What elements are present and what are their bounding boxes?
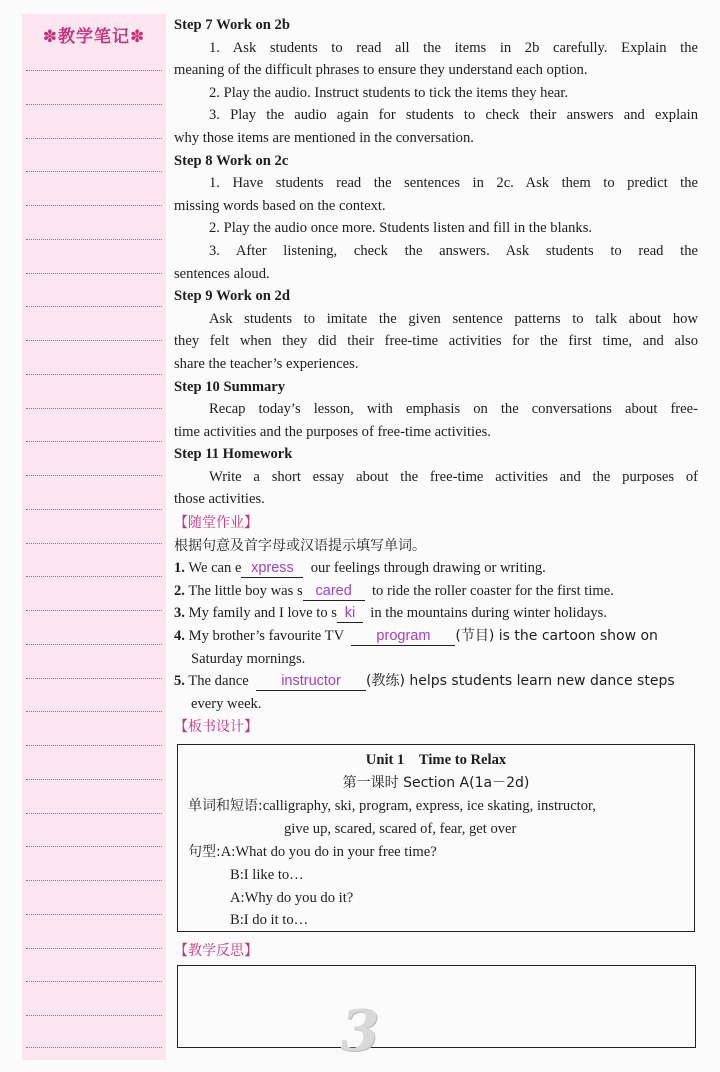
step-heading: Step 8 Work on 2c	[174, 152, 289, 169]
notes-line	[26, 678, 162, 679]
notes-line	[26, 239, 162, 240]
answer-blank[interactable]: program	[351, 628, 455, 646]
paragraph-line: 1. Ask students to read all the items in 2b carefully. Explain the	[209, 39, 698, 56]
notes-line	[26, 408, 162, 409]
answer-blank[interactable]: cared	[303, 583, 365, 601]
notes-line	[26, 948, 162, 949]
paragraph-line: time activities and the purposes of free-time activities.	[174, 423, 491, 440]
notes-line	[26, 576, 162, 577]
question-4: 4. My brother’s favourite TV program (节目) is the cartoon show on	[174, 628, 658, 645]
board-pattern-line: B:I like to…	[230, 867, 304, 883]
notes-line	[26, 374, 162, 375]
notes-line	[26, 306, 162, 307]
notes-line	[26, 104, 162, 105]
board-subtitle: 第一课时 Section A(1a－2d)	[342, 774, 530, 791]
board-design-box	[177, 744, 695, 932]
notes-line	[26, 273, 162, 274]
question-4-cont: Saturday mornings.	[191, 650, 306, 667]
paragraph-line: Recap today’s lesson, with emphasis on the conversations about free-	[209, 401, 698, 418]
notes-line	[26, 441, 162, 442]
notes-line	[26, 205, 162, 206]
notes-line	[26, 981, 162, 982]
page-number: 3	[340, 998, 380, 1064]
answer-blank[interactable]: ki	[337, 605, 363, 623]
paragraph-line: 1. Have students read the sentences in 2c. Ask them to predict the	[209, 175, 698, 192]
board-pattern-line: B:I do it to…	[230, 912, 309, 928]
question-2: 2. The little boy was s cared to ride the roller coaster for the first time.	[174, 582, 614, 599]
board-vocab-line: give up, scared, scared of, fear, get over	[284, 821, 517, 837]
notes-line	[26, 644, 162, 645]
paragraph-line: 3. After listening, check the answers. Ask students to read the	[209, 242, 698, 259]
paragraph-line: Write a short essay about the free-time activities and the purposes of	[209, 468, 698, 485]
notes-line	[26, 779, 162, 780]
notes-column	[22, 14, 166, 1060]
paragraph-line: those activities.	[174, 491, 265, 508]
paragraph-line: share the teacher’s experiences.	[174, 355, 359, 372]
section-title-board: 【板书设计】	[174, 719, 258, 736]
notes-line	[26, 70, 162, 71]
question-5: 5. The dance instructor (教练) helps students learn new dance steps	[174, 673, 675, 690]
notes-line	[26, 711, 162, 712]
notes-line	[26, 914, 162, 915]
paragraph-line: 3. Play the audio again for students to check their answers and explain	[209, 107, 698, 124]
answer-blank[interactable]: xpress	[241, 560, 303, 578]
question-1: 1. We can e xpress our feelings through drawing or writing.	[174, 560, 546, 577]
notes-line	[26, 813, 162, 814]
section-title-homework: 【随堂作业】	[174, 515, 258, 532]
board-pattern-line: A:Why do you do it?	[230, 890, 354, 906]
reflection-box[interactable]	[177, 965, 696, 1048]
notes-line	[26, 543, 162, 544]
notes-line	[26, 880, 162, 881]
paragraph-line: meaning of the difficult phrases to ensure they understand each option.	[174, 62, 588, 79]
notes-title: ✽教学笔记✽	[42, 27, 146, 47]
paragraph-line: 2. Play the audio. Instruct students to tick the items they hear.	[209, 84, 569, 101]
notes-line	[26, 475, 162, 476]
notes-line	[26, 610, 162, 611]
answer-blank[interactable]: instructor	[256, 673, 366, 691]
notes-line	[26, 171, 162, 172]
notes-line	[26, 340, 162, 341]
paragraph-line: Ask students to imitate the given sentence patterns to talk about how	[209, 310, 698, 327]
notes-line	[26, 1047, 162, 1048]
question-5-cont: every week.	[191, 695, 262, 712]
board-pattern-line: 句型:A:What do you do in your free time?	[188, 844, 437, 860]
section-title-reflection: 【教学反思】	[174, 943, 258, 959]
board-unit-title: Unit 1 Time to Relax	[365, 752, 507, 768]
step-heading: Step 11 Homework	[174, 446, 293, 463]
homework-instruction: 根据句意及首字母或汉语提示填写单词。	[174, 537, 426, 554]
step-heading: Step 7 Work on 2b	[174, 17, 290, 33]
notes-line	[26, 138, 162, 139]
paragraph-line: they felt when they did their free-time activities for the first time, and also	[174, 333, 698, 350]
step-heading: Step 10 Summary	[174, 378, 286, 395]
paragraph-line: why those items are mentioned in the conversation.	[174, 129, 474, 146]
paragraph-line: sentences aloud.	[174, 265, 270, 282]
question-3: 3. My family and I love to s ki in the mountains during winter holidays.	[174, 605, 607, 622]
lesson-content	[174, 14, 698, 739]
paragraph-line: 2. Play the audio once more. Students listen and fill in the blanks.	[209, 220, 593, 237]
notes-line	[26, 509, 162, 510]
board-vocab-line: 单词和短语:calligraphy, ski, program, express, ice skating, instructor,	[188, 798, 596, 814]
step-heading: Step 9 Work on 2d	[174, 288, 290, 305]
notes-line	[26, 745, 162, 746]
paragraph-line: missing words based on the context.	[174, 197, 386, 214]
notes-line	[26, 846, 162, 847]
notes-line	[26, 1015, 162, 1016]
